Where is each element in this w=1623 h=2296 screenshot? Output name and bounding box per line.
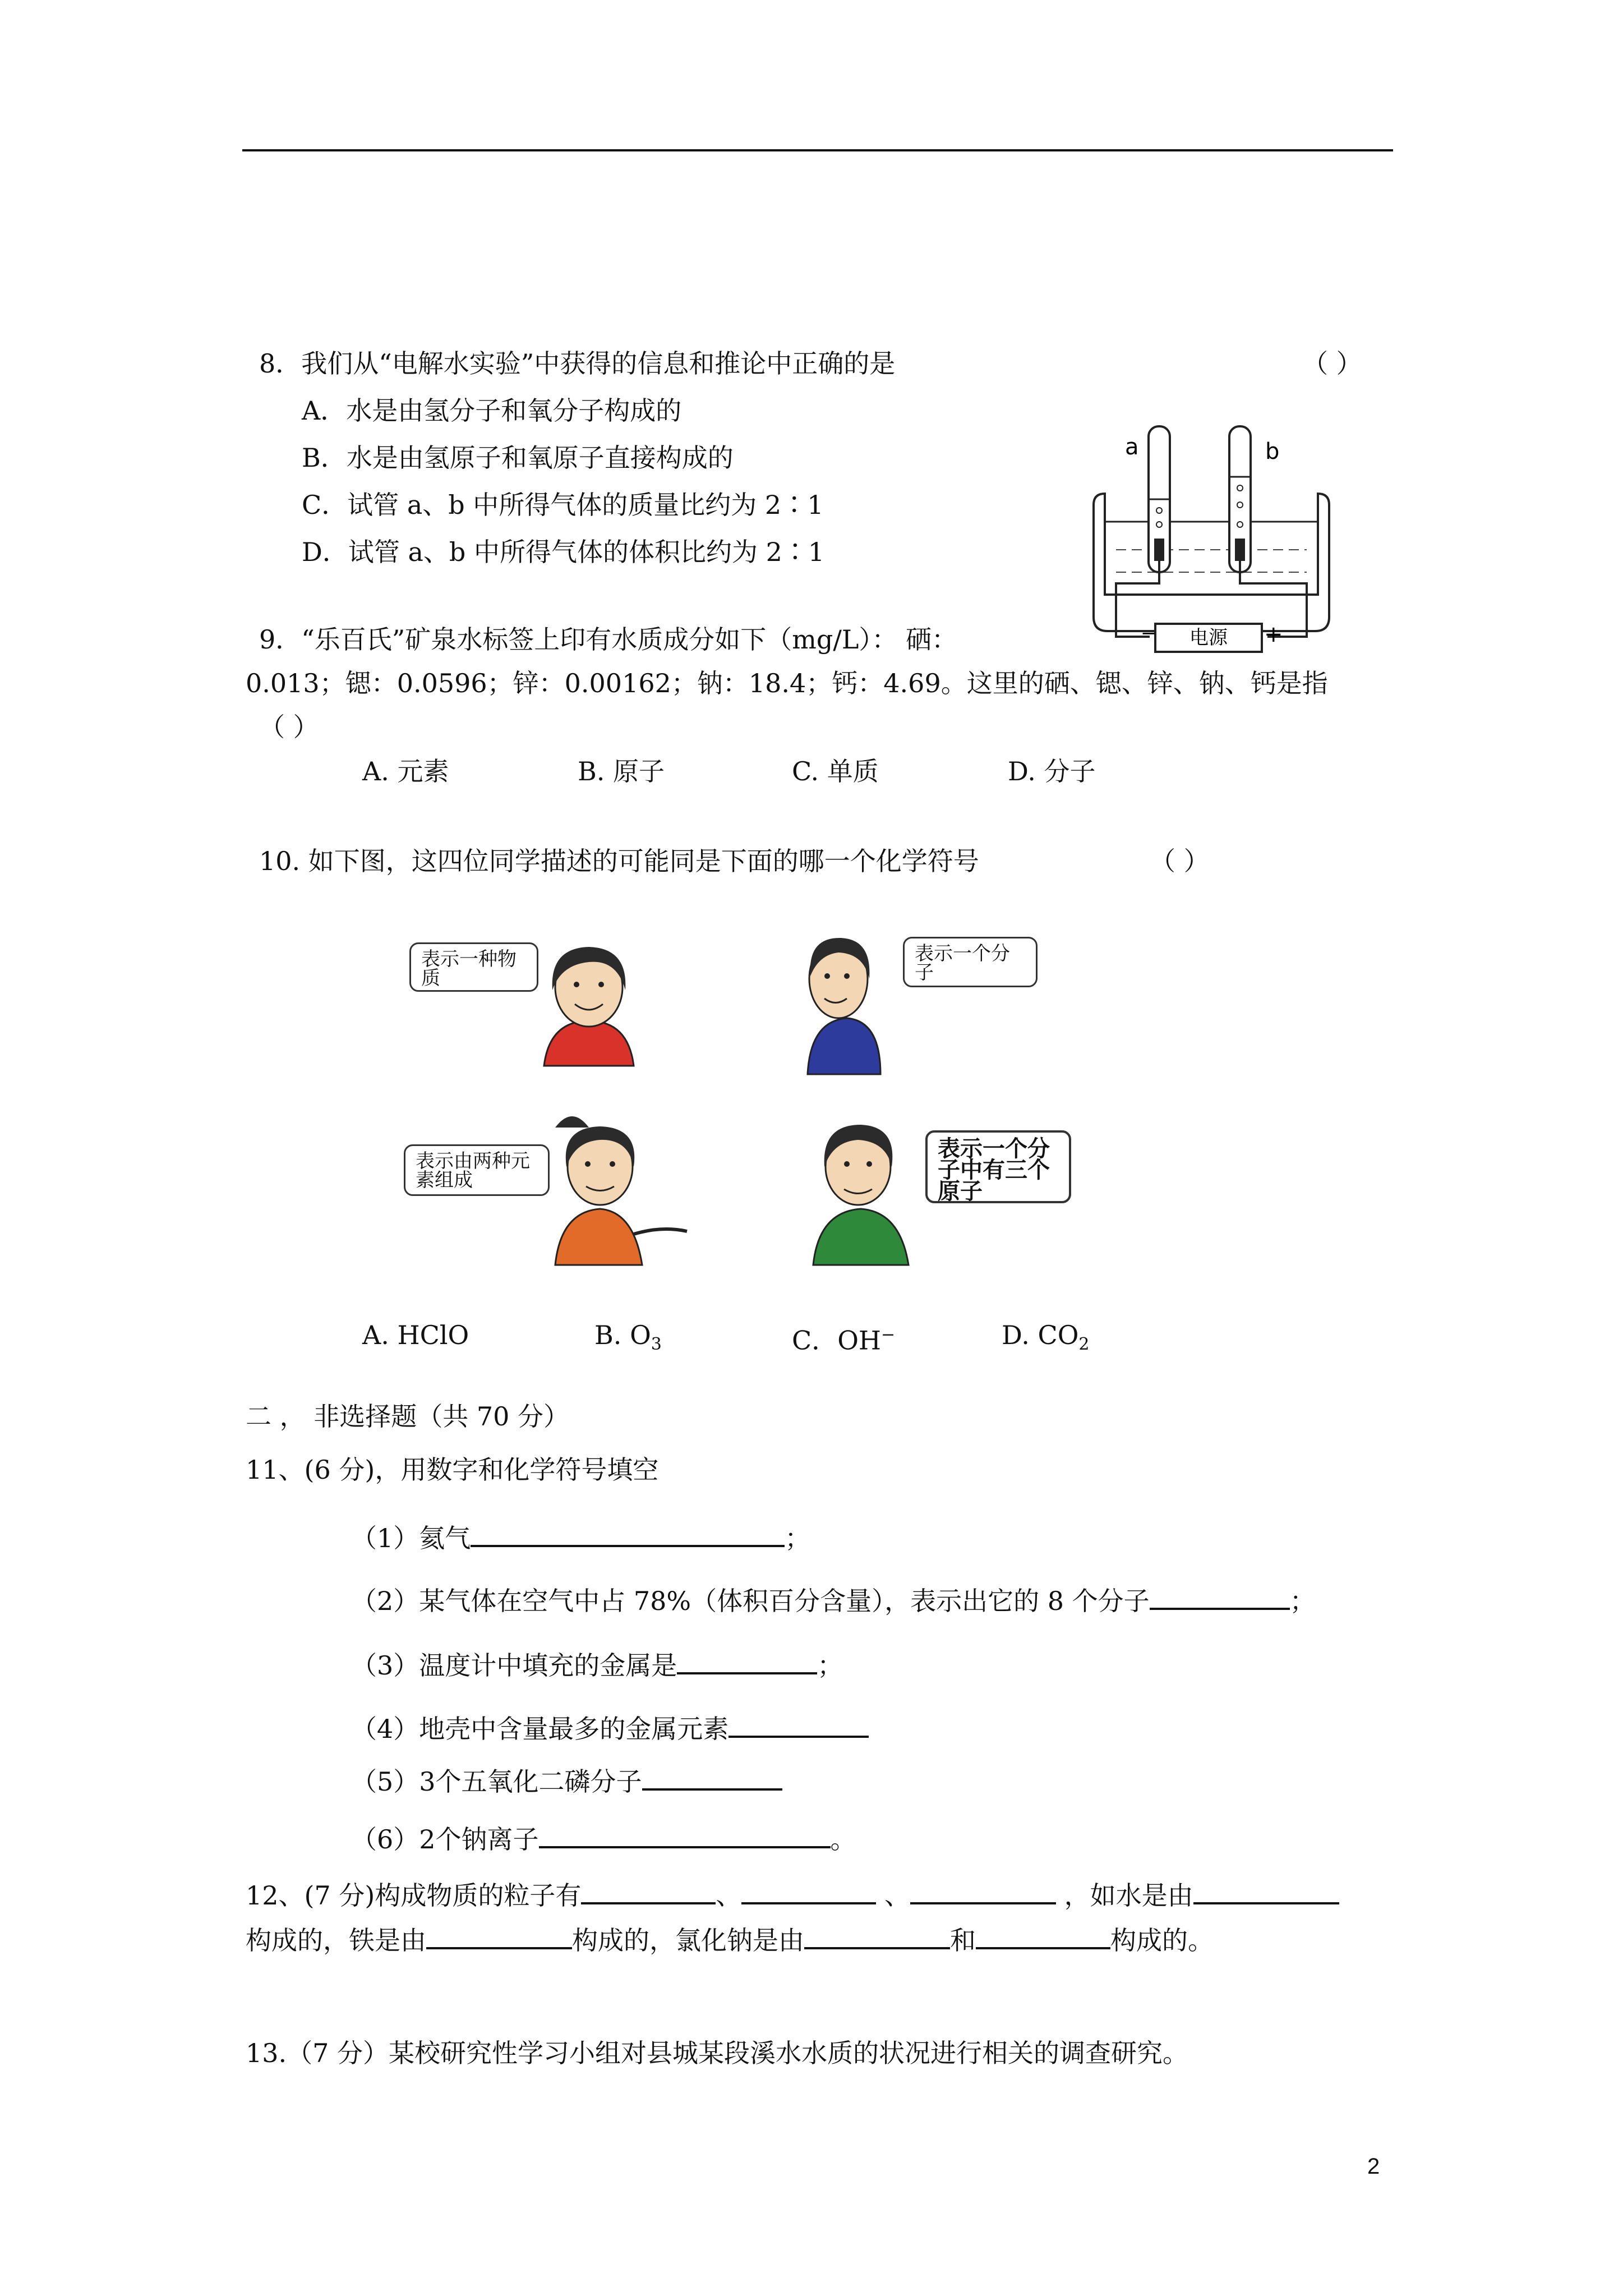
q11-item-5-blank[interactable] xyxy=(642,1763,782,1791)
q12-blank-7[interactable] xyxy=(976,1921,1110,1949)
q8-answer-paren: （ ） xyxy=(1302,348,1362,379)
q10-option-d: D. $CO_2$ xyxy=(1002,1320,1090,1355)
q12-blank-5[interactable] xyxy=(426,1921,572,1949)
q9-stem-line1: 9．“乐百氏”矿泉水标签上印有水质成分如下（mg/L）： 硒： xyxy=(259,624,958,655)
header-rule xyxy=(242,149,1393,151)
electrolysis-apparatus-diagram xyxy=(1082,415,1335,656)
q13-stem: 13.（7 分）某校研究性学习小组对县城某段溪水水质的状况进行相关的调查研究。 xyxy=(246,2038,1189,2068)
q12-blank-2[interactable] xyxy=(741,1876,876,1904)
q12-blank-1[interactable] xyxy=(581,1876,716,1904)
q8-option-d: D．试管 a、b 中所得气体的体积比约为 2∶1 xyxy=(302,537,825,567)
student-4-figure xyxy=(796,1111,937,1268)
power-minus-sign: − xyxy=(1141,622,1157,645)
page-number: 2 xyxy=(1367,2154,1380,2179)
q12-blank-4[interactable] xyxy=(1193,1876,1339,1904)
q8-option-a: A．水是由氢分子和氧分子构成的 xyxy=(302,395,682,426)
q10-stem: 10. 如下图，这四位同学描述的可能同是下面的哪一个化学符号 xyxy=(259,846,979,876)
student-4-speech-bubble: 表示一个分子中有三个原子 xyxy=(925,1130,1071,1203)
q9-stem-line2: 0.013；锶：0.0596；锌：0.00162；钠：18.4；钙：4.69。这里的硒、锶、锌、钠、钙是指 xyxy=(246,668,1328,698)
q11-item-4: （4）地壳中含量最多的金属元素 xyxy=(351,1710,869,1746)
q8-stem: 8．我们从“电解水实验”中获得的信息和推论中正确的是 xyxy=(259,348,896,379)
q11-item-6: （6）2个钠离子 。 xyxy=(351,1820,856,1856)
q12-line2: 构成的，铁是由 构成的，氯化钠是由 和 构成的。 xyxy=(246,1921,1214,1957)
q11-item-1-blank[interactable] xyxy=(471,1519,785,1547)
q11-item-2: （2）某气体在空气中占 78%（体积百分含量），表示出它的 8 个分子 ； xyxy=(351,1582,1316,1618)
student-2-speech-bubble: 表示一个分子 xyxy=(903,937,1038,987)
power-plus-sign: + xyxy=(1264,622,1283,647)
power-supply-label: 电源 xyxy=(1189,627,1228,649)
q11-item-1: （1）氦气 ； xyxy=(351,1519,810,1555)
q10-option-c: C．OH− xyxy=(792,1325,896,1356)
q10-option-a: A. HClO xyxy=(362,1320,469,1350)
q11-item-2-blank[interactable] xyxy=(1150,1582,1290,1610)
q10-answer-paren: （ ） xyxy=(1150,846,1210,876)
student-1-speech-bubble: 表示一种物质 xyxy=(409,942,538,992)
student-3-speech-bubble: 表示由两种元素组成 xyxy=(404,1144,550,1196)
q9-option-b: B. 原子 xyxy=(578,756,665,786)
q11-item-5: （5）3个五氧化二磷分子 xyxy=(351,1763,782,1798)
q11-item-4-blank[interactable] xyxy=(728,1710,869,1738)
section-2-title: 二 ， 非选择题（共 70 分） xyxy=(246,1401,570,1432)
tube-a-label: a xyxy=(1125,434,1139,460)
q12-blank-3[interactable] xyxy=(910,1876,1056,1904)
q9-option-a: A. 元素 xyxy=(362,756,449,786)
student-2-figure xyxy=(785,926,897,1077)
q9-option-c: C. 单质 xyxy=(792,756,879,786)
q9-answer-paren: （ ） xyxy=(259,712,319,742)
q11-stem: 11、(6 分)，用数字和化学符号填空 xyxy=(246,1455,659,1485)
q8-option-c: C．试管 a、b 中所得气体的质量比约为 2∶1 xyxy=(302,490,824,520)
four-students-illustration xyxy=(393,920,1122,1268)
q11-item-3: （3）温度计中填充的金属是 ； xyxy=(351,1646,843,1682)
tube-b-label: b xyxy=(1265,439,1280,464)
q8-option-b: B．水是由氢原子和氧原子直接构成的 xyxy=(302,443,734,473)
q11-item-6-blank[interactable] xyxy=(539,1820,831,1848)
q9-option-d: D. 分子 xyxy=(1008,756,1096,786)
q12-blank-6[interactable] xyxy=(804,1921,950,1949)
q12-line1: 12、(7 分)构成物质的粒子有 、 、 ，如水是由 xyxy=(246,1876,1339,1912)
q10-option-b: B. $O_3$ xyxy=(594,1320,662,1355)
q11-item-3-blank[interactable] xyxy=(677,1646,817,1674)
